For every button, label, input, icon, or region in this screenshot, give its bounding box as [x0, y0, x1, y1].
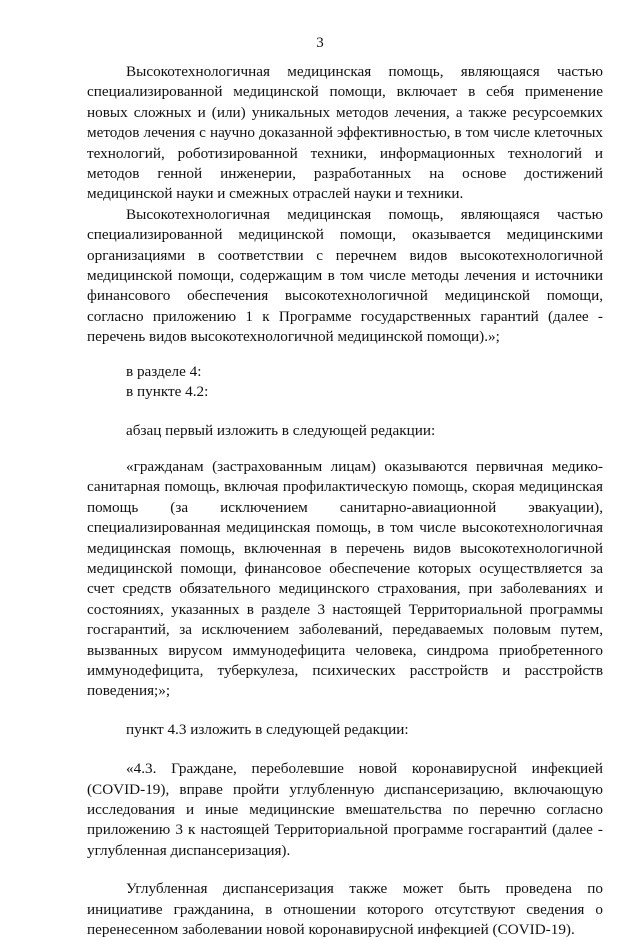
paragraph-hitech-definition: Высокотехнологичная медицинская помощь, являющаяся частью специализированной медицинской помощи, включает в себя применение новых сложных и (или) уникальных методов лечения, а также ресурсоемких методов лечения с научно доказанной эффективностью, в том числе клеточных технологий, роботизированной техники, информационных технологий и методов генной инженерии, разработанных на основе достижений медицинской науки и смежных отраслей науки и техники.: [87, 63, 603, 203]
paragraph-insured-citizens: «гражданам (застрахованным лицам) оказываются первичная медико-санитарная помощь, включая профилактическую помощь, скорая медицинская помощь (за исключением санитарно-авиационной эвакуации), специализированная медицинская помощь, в том числе высокотехнологичная медицинская помощь, включенная в перечень видов высокотехнологичной медицинской помощи, финансовое обеспечение которых осуществляется за счет средств обязательного медицинского страхования, при заболеваниях и состояниях, указанных в разделе 3 настоящей Территориальной программы госгарантий, за исключением заболеваний, передаваемых половым путем, вызванных вирусом иммунодефицита человека, синдрома приобретенного иммунодефицита, туберкулеза, психических расстройств и расстройств поведения;»;: [87, 457, 603, 700]
amendment-section-4: в разделе 4:: [126, 362, 202, 380]
paragraph-hitech-provision: Высокотехнологичная медицинская помощь, являющаяся частью специализированной медицинской помощи, оказывается медицинскими организациями в соответствии с перечнем видов высокотехнологичной медицинской помощи, содержащим в том числе методы лечения и источники финансового обеспечения высокотехнологичной медицинской помощи, согласно приложению 1 к Программе государственных гарантий (далее - перечень видов высокотехнологичной медицинской помощи).»;: [87, 205, 603, 346]
amendment-point-4-2: в пункте 4.2:: [126, 383, 209, 401]
amendment-instruction-first-paragraph: абзац первый изложить в следующей редакции:: [126, 421, 436, 439]
page-number: 3: [316, 35, 324, 51]
paragraph-in-depth-screening: Углубленная диспансеризация также может быть проведена по инициативе гражданина, в отношении которого отсутствуют сведения о перенесенном заболевании новой коронавирусной инфекцией (COVID-19).: [87, 880, 603, 939]
document-body: [87, 62, 603, 940]
amendment-instruction-point-4-3: пункт 4.3 изложить в следующей редакции:: [126, 720, 409, 738]
paragraph-point-4-3: «4.3. Граждане, переболевшие новой коронавирусной инфекцией (COVID-19), вправе пройти углубленную диспансеризацию, включающую исследования и иные медицинские вмешательства по перечню согласно приложению 3 к настоящей Территориальной программе госгарантий (далее - углубленная диспансеризация).: [87, 760, 603, 859]
